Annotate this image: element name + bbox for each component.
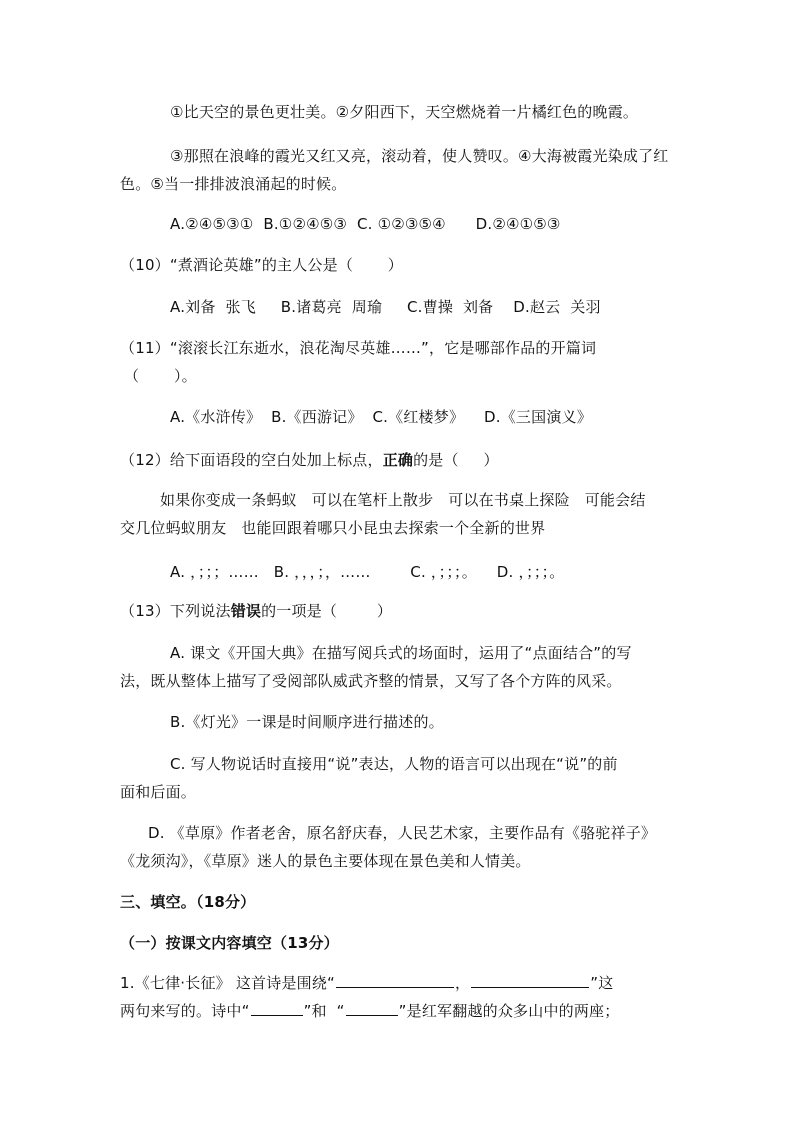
q9-sentence-line-2: ③那照在浪峰的霞光又红又亮，滚动着，使人赞叹。④大海被霞光染成了红	[170, 147, 669, 165]
q11-stem-continued: （ ）。	[124, 367, 197, 385]
answer-blank-3[interactable]	[251, 1001, 303, 1016]
q13-option-a-line-1: A. 课文《开国大典》在描写阅兵式的场面时，运用了“点面结合”的写	[170, 644, 632, 662]
q13-option-c-line-1: C. 写人物说话时直接用“说”表达，人物的语言可以出现在“说”的前	[170, 755, 618, 773]
answer-blank-1[interactable]	[336, 973, 454, 988]
q12-stem-text: （12）给下面语段的空白处加上标点，	[120, 451, 383, 469]
q12-passage-line-1: 如果你变成一条蚂蚁 可以在笔杆上散步 可以在书桌上探险 可能会结	[160, 491, 646, 509]
fill-q1-text-d: ”和 “	[303, 1002, 345, 1020]
fill-q1-separator: ，	[455, 974, 471, 992]
fill-q1-line-2	[120, 1001, 619, 1021]
fill-q1-text-b: ”这	[590, 974, 614, 992]
q12-stem-emphasis: 正确	[382, 451, 414, 469]
q13-stem	[120, 601, 392, 621]
q9-options: A.②④⑤③① B.①②④⑤③ C. ①②③⑤④ D.②④①⑤③	[170, 215, 561, 233]
answer-blank-4[interactable]	[346, 1001, 398, 1016]
fill-q1-text-a: 1.《七律·长征》 这首诗是围绕“	[120, 974, 336, 992]
q12-passage-line-2: 交几位蚂蚁朋友 也能回跟着哪只小昆虫去探索一个全新的世界	[120, 519, 546, 537]
section-3-heading: 三、填空。（18分）	[120, 893, 256, 911]
q13-option-a-line-2: 法，既从整体上描写了受阅部队威武齐整的情景，又写了各个方阵的风采。	[120, 672, 622, 690]
q10-stem: （10）“煮酒论英雄”的主人公是（ ）	[120, 256, 404, 274]
q12-stem	[120, 450, 499, 470]
q12-options: A. ，；；；…… B. ，，，；，…… C. ，；；；。 D. ，；；；。	[170, 563, 565, 581]
q13-stem-text: （13）下列说法	[120, 602, 231, 620]
q9-sentence-line-3: 色。⑤当一排排波浪涌起的时候。	[120, 175, 347, 193]
answer-blank-2[interactable]	[471, 973, 589, 988]
q11-stem: （11）“滚滚长江东逝水，浪花淘尽英雄……”，它是哪部作品的开篇词	[120, 339, 597, 357]
fill-q1-line-1	[120, 973, 613, 993]
q11-options: A.《水浒传》 B.《西游记》 C.《红楼梦》 D.《三国演义》	[170, 408, 592, 426]
q12-stem-end: 的是（ ）	[413, 451, 499, 469]
q13-option-b: B.《灯光》一课是时间顺序进行描述的。	[170, 713, 444, 731]
q10-options: A.刘备 张飞 B.诸葛亮 周瑜 C.曹操 刘备 D.赵云 关羽	[170, 298, 601, 316]
section-3-sub-heading: （一）按课文内容填空（13分）	[120, 934, 339, 952]
q13-option-d-line-2: 《龙须沟》，《草原》迷人的景色主要体现在景色美和人情美。	[120, 852, 531, 870]
q13-option-c-line-2: 面和后面。	[120, 783, 197, 801]
q13-stem-emphasis: 错误	[230, 602, 262, 620]
q9-sentence-line-1: ①比天空的景色更壮美。②夕阳西下，天空燃烧着一片橘红色的晚霞。	[170, 103, 639, 121]
fill-q1-text-c: 两句来写的。诗中“	[120, 1002, 250, 1020]
q13-option-d-line-1: D. 《草原》作者老舍，原名舒庆春，人民艺术家，主要作品有《骆驼祥子》	[148, 824, 657, 842]
fill-q1-text-e: ”是红军翻越的众多山中的两座；	[398, 1002, 620, 1020]
q13-stem-end: 的一项是（ ）	[261, 602, 393, 620]
